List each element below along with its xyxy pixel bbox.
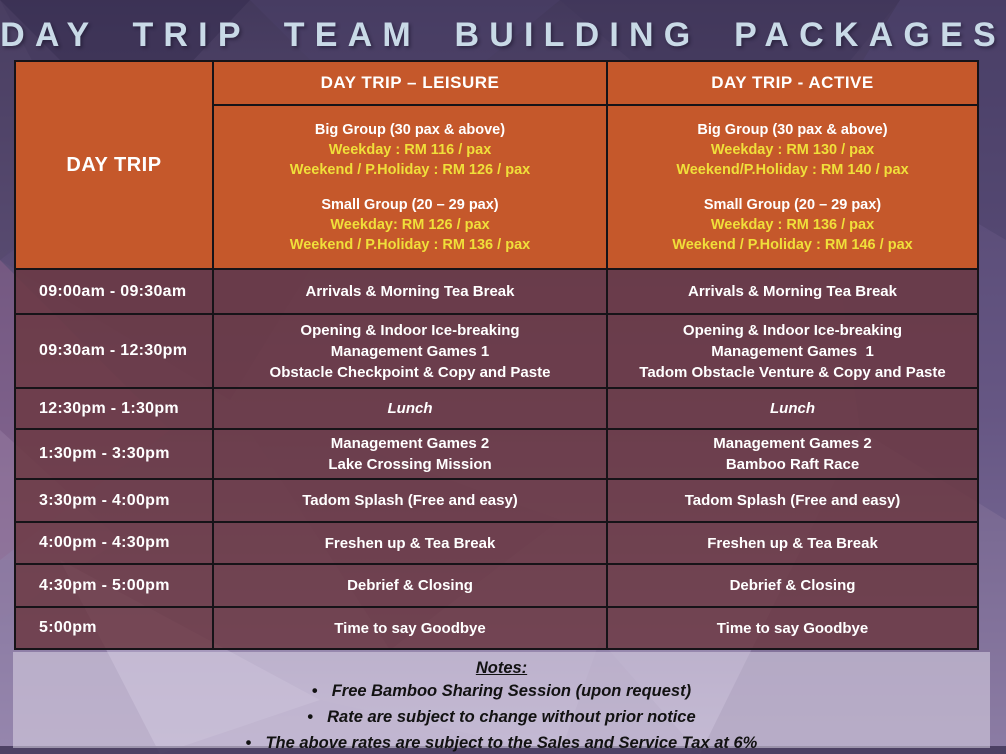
- note-item: • The above rates are subject to the Sales and Service Tax at 6%: [13, 730, 990, 754]
- activity-line: Freshen up & Tea Break: [324, 534, 496, 552]
- activity-line: Management Games 2: [713, 435, 872, 452]
- activity-line: Tadom Splash (Free and easy): [684, 492, 901, 509]
- schedule-time-cell: 09:30am - 12:30pm: [15, 314, 213, 388]
- notes-heading: Notes:: [475, 659, 528, 677]
- activity-line: Arrivals & Morning Tea Break: [305, 283, 515, 300]
- activity-line: Time to say Goodbye: [334, 619, 486, 637]
- activity-line: Obstacle Checkpoint & Copy and Paste: [269, 363, 551, 381]
- price-line: Big Group (30 pax & above): [314, 121, 506, 138]
- schedule-time-cell: 5:00pm: [15, 607, 213, 649]
- schedule-time-cell: 12:30pm - 1:30pm: [15, 388, 213, 429]
- activity-line: Lunch: [387, 400, 433, 417]
- price-line: Small Group (20 – 29 pax): [321, 196, 499, 213]
- schedule-time-cell: 09:00am - 09:30am: [15, 269, 213, 314]
- schedule-time-cell: 4:00pm - 4:30pm: [15, 522, 213, 564]
- price-line: Weekend/P.Holiday : RM 140 / pax: [676, 161, 909, 178]
- price-line: Weekday : RM 116 / pax: [328, 141, 492, 158]
- schedule-row: [15, 269, 978, 314]
- schedule-row: [15, 522, 978, 564]
- price-line: Weekday: RM 126 / pax: [330, 216, 490, 233]
- price-line: Weekday : RM 136 / pax: [710, 216, 875, 233]
- note-item: • Free Bamboo Sharing Session (upon request): [13, 678, 990, 704]
- note-item: • Rate are subject to change without prior notice: [13, 704, 990, 730]
- price-line: [214, 180, 606, 195]
- pricing-cell-leisure: [213, 105, 607, 269]
- schedule-row: [15, 564, 978, 607]
- bullet-icon: •: [311, 682, 318, 700]
- schedule-activity-cell-leisure: [213, 269, 607, 314]
- schedule-body: [15, 269, 978, 649]
- notes-list: [13, 678, 990, 754]
- activity-line: Tadom Obstacle Venture & Copy and Paste: [639, 363, 946, 381]
- column-header-row: [15, 61, 978, 105]
- activity-line: Lunch: [770, 400, 815, 417]
- schedule-row: [15, 479, 978, 522]
- price-line: Weekday : RM 130 / pax: [710, 141, 875, 158]
- schedule-activity-cell-leisure: [213, 607, 607, 649]
- schedule-time-cell: 1:30pm - 3:30pm: [15, 429, 213, 479]
- bullet-icon: •: [307, 708, 314, 726]
- schedule-activity-cell-active: [607, 429, 978, 479]
- schedule-activity-cell-leisure: [213, 479, 607, 522]
- activity-line: Arrivals & Morning Tea Break: [688, 283, 897, 300]
- packages-table: [14, 60, 979, 650]
- activity-line: Debrief & Closing: [729, 577, 856, 594]
- schedule-activity-cell-leisure: [213, 314, 607, 388]
- page-title: DAY TRIP TEAM BUILDING PACKAGES: [0, 16, 1006, 54]
- schedule-row: [15, 429, 978, 479]
- column-header-leisure: DAY TRIP – LEISURE: [213, 61, 607, 105]
- schedule-activity-cell-leisure: [213, 522, 607, 564]
- activity-line: Tadom Splash (Free and easy): [302, 492, 518, 509]
- activity-line: Freshen up & Tea Break: [707, 534, 878, 552]
- schedule-time-cell: 4:30pm - 5:00pm: [15, 564, 213, 607]
- price-line: Weekend / P.Holiday : RM 146 / pax: [672, 236, 913, 253]
- schedule-activity-cell-active: [607, 607, 978, 649]
- activity-line: Time to say Goodbye: [716, 619, 869, 637]
- activity-line: Bamboo Raft Race: [725, 456, 860, 473]
- schedule-activity-cell-active: [607, 522, 978, 564]
- schedule-activity-cell-active: [607, 564, 978, 607]
- notes-section: [13, 652, 990, 752]
- price-line: Small Group (20 – 29 pax): [703, 196, 882, 213]
- activity-line: Debrief & Closing: [347, 577, 473, 594]
- price-line: Weekend / P.Holiday : RM 136 / pax: [289, 236, 531, 253]
- schedule-activity-cell-active: [607, 269, 978, 314]
- column-header-active: DAY TRIP - ACTIVE: [607, 61, 978, 105]
- schedule-activity-cell-active: [607, 314, 978, 388]
- activity-line: Opening & Indoor Ice-breaking: [682, 321, 903, 339]
- price-line: [608, 180, 977, 195]
- schedule-activity-cell-active: [607, 388, 978, 429]
- schedule-activity-cell-active: [607, 479, 978, 522]
- schedule-activity-cell-leisure: [213, 564, 607, 607]
- activity-line: Management Games 1: [330, 342, 490, 360]
- schedule-row: [15, 607, 978, 649]
- schedule-time-cell: 3:30pm - 4:00pm: [15, 479, 213, 522]
- price-line: Weekend / P.Holiday : RM 126 / pax: [289, 161, 531, 178]
- activity-line: Opening & Indoor Ice-breaking: [300, 321, 520, 339]
- schedule-row: [15, 314, 978, 388]
- schedule-activity-cell-leisure: [213, 429, 607, 479]
- activity-line: Lake Crossing Mission: [328, 456, 492, 473]
- bullet-icon: •: [245, 734, 252, 752]
- day-trip-corner-cell: DAY TRIP: [15, 61, 213, 269]
- schedule-row: [15, 388, 978, 429]
- activity-line: Management Games 2: [330, 435, 490, 452]
- schedule-activity-cell-leisure: [213, 388, 607, 429]
- pricing-cell-active: [607, 105, 978, 269]
- price-line: Big Group (30 pax & above): [697, 121, 888, 138]
- activity-line: Management Games 1: [711, 342, 874, 360]
